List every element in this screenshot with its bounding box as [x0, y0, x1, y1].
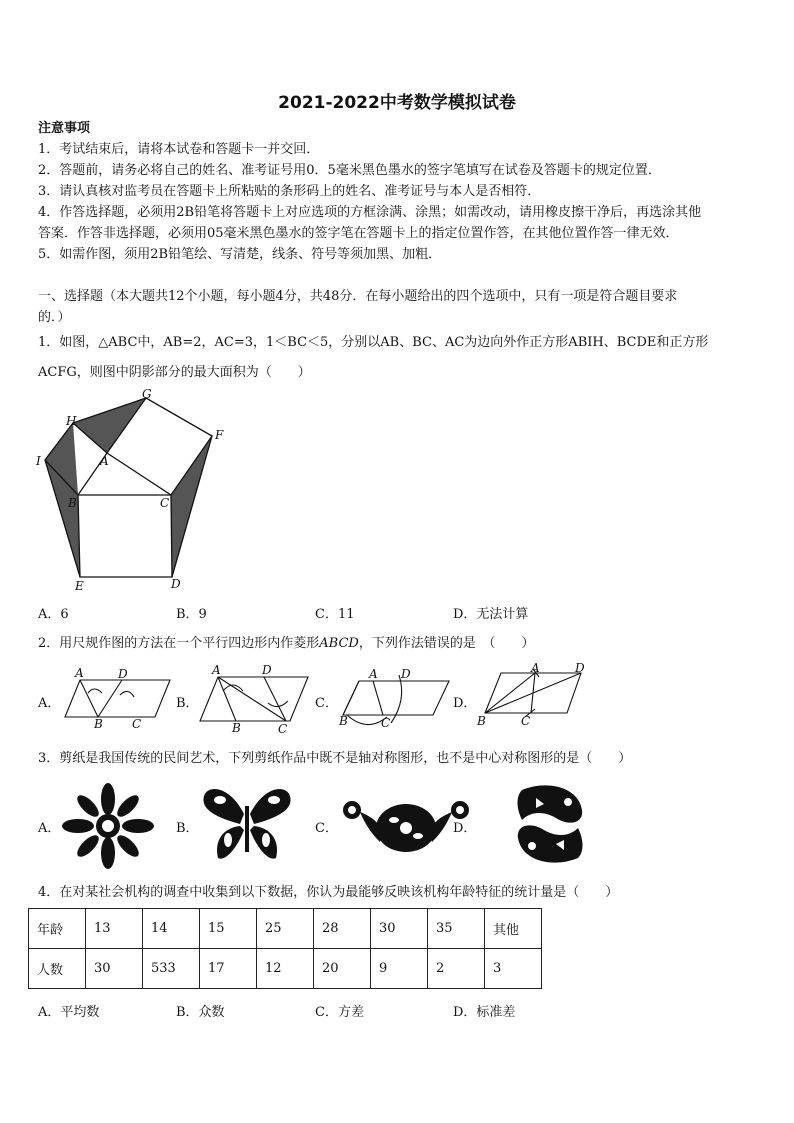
q1-option-b[interactable]: B．9 — [176, 607, 207, 622]
question-2-text: 2．用尺规作图的方法在一个平行四边形内作菱形ABCD，下列作法错误的是 （ ） — [38, 636, 535, 651]
svg-text:D: D — [118, 667, 128, 681]
table-cell: 30 — [371, 909, 428, 949]
math-abcd: ABCD — [319, 636, 359, 651]
question-1-figure — [30, 385, 230, 595]
q3-option-c[interactable]: C． — [315, 821, 338, 836]
q3-option-a[interactable]: A． — [38, 821, 61, 836]
table-cell: 17 — [200, 949, 257, 989]
table-cell: 年龄 — [29, 909, 86, 949]
q4-option-c[interactable]: C．方差 — [315, 1005, 364, 1020]
question-1-text-cont: ACFG，则图中阴影部分的最大面积为（ ） — [38, 365, 311, 380]
notice-item: 5．如需作图，须用2B铅笔绘、写清楚，线条、符号等须加黑、加粗． — [38, 247, 442, 262]
notice-heading: 注意事项 — [38, 121, 91, 136]
svg-text:A: A — [212, 663, 221, 677]
q2-figure-d — [475, 663, 590, 733]
label-f: F — [215, 428, 224, 442]
table-cell: 12 — [257, 949, 314, 989]
label-b: B — [68, 496, 77, 510]
q2-option-a[interactable]: A． — [38, 696, 61, 711]
age-data-table — [28, 908, 542, 989]
label-c: C — [160, 496, 170, 510]
q1-option-c[interactable]: C．11 — [315, 607, 355, 622]
table-cell: 14 — [143, 909, 200, 949]
svg-text:B: B — [94, 717, 103, 731]
square-bcde — [78, 495, 172, 577]
section-heading: 一、选择题（本大题共12个小题，每小题4分，共48分．在每小题给出的四个选项中，只有一项是符合题目要求 — [38, 289, 678, 304]
svg-text:B: B — [339, 714, 348, 728]
label-i: I — [36, 454, 41, 468]
question-1-text: 1．如图，△ABC中，AB=2，AC=3，1＜BC＜5，分别以AB、BC、AC为边向外作正方形ABIH、BCDE和正方形 — [38, 335, 709, 350]
q2-figure-a — [60, 665, 175, 730]
svg-text:B: B — [232, 721, 241, 735]
label-d: D — [171, 577, 181, 591]
notice-item: 1．考试结束后，请将本试卷和答题卡一并交回． — [38, 142, 320, 157]
q4-option-d[interactable]: D．标准差 — [453, 1005, 516, 1020]
q4-option-a[interactable]: A．平均数 — [38, 1005, 100, 1020]
table-cell: 其他 — [485, 909, 542, 949]
table-cell: 15 — [200, 909, 257, 949]
table-row — [29, 949, 542, 989]
table-cell: 20 — [314, 949, 371, 989]
table-cell: 25 — [257, 909, 314, 949]
svg-text:D: D — [401, 667, 411, 681]
q2-option-d[interactable]: D． — [453, 696, 477, 711]
q1-option-d[interactable]: D．无法计算 — [453, 607, 529, 622]
svg-text:B: B — [477, 714, 486, 728]
shaded-triangle-top — [73, 398, 146, 453]
svg-text:C: C — [278, 722, 288, 736]
label-h: H — [66, 414, 77, 428]
svg-text:A: A — [531, 661, 540, 675]
table-cell: 3 — [485, 949, 542, 989]
q4-option-b[interactable]: B．众数 — [176, 1005, 225, 1020]
question-3-text: 3．剪纸是我国传统的民间艺术，下列剪纸作品中既不是轴对称图形，也不是中心对称图形的是（ ） — [38, 751, 632, 766]
q2-option-c[interactable]: C． — [315, 696, 338, 711]
table-cell: 30 — [86, 949, 143, 989]
label-a: A — [100, 454, 109, 468]
page-title: 2021-2022中考数学模拟试卷 — [278, 93, 516, 113]
label-g: G — [142, 387, 152, 401]
svg-text:A: A — [369, 667, 378, 681]
svg-text:D: D — [575, 661, 585, 675]
q1-option-a[interactable]: A．6 — [38, 607, 69, 622]
question-4-text: 4．在对某社会机构的调查中收集到以下数据，你认为最能够反映该机构年龄特征的统计量是（ ） — [38, 885, 619, 900]
svg-text:C: C — [132, 717, 142, 731]
table-cell: 2 — [428, 949, 485, 989]
notice-item: 4．作答选择题，必须用2B铅笔将答题卡上对应选项的方框涂满、涂黑；如需改动，请用橡皮擦干净后，再选涂其他 — [38, 205, 702, 220]
q3-papercut-fish — [512, 780, 588, 868]
table-cell: 533 — [143, 949, 200, 989]
q3-papercut-butterfly — [200, 784, 294, 864]
q3-option-d[interactable]: D． — [453, 821, 477, 836]
table-cell: 35 — [428, 909, 485, 949]
notice-item: 3．请认真核对监考员在答题卡上所粘贴的条形码上的姓名、准考证号与本人是否相符． — [38, 184, 541, 199]
table-cell: 9 — [371, 949, 428, 989]
table-cell: 28 — [314, 909, 371, 949]
table-cell: 13 — [86, 909, 143, 949]
q2-figure-c — [337, 663, 452, 733]
q2-option-b[interactable]: B． — [176, 696, 199, 711]
svg-text:C: C — [381, 716, 391, 730]
q3-papercut-flower — [62, 784, 154, 868]
q3-option-b[interactable]: B． — [176, 821, 199, 836]
label-e: E — [75, 579, 84, 593]
svg-text:D: D — [262, 663, 272, 677]
table-row — [29, 909, 542, 949]
q2-figure-b — [198, 663, 313, 736]
svg-text:C: C — [521, 714, 531, 728]
table-cell: 人数 — [29, 949, 86, 989]
notice-item: 答案．作答非选择题，必须用05毫米黑色墨水的签字笔在答题卡上的指定位置作答，在其他位置作答一律无效． — [38, 226, 679, 241]
section-heading-cont: 的．） — [38, 310, 71, 325]
notice-item: 2．答题前，请务必将自己的姓名、准考证号用0．5毫米黑色墨水的签字笔填写在试卷及答题卡的规定位置． — [38, 163, 661, 178]
svg-text:A: A — [75, 666, 84, 680]
